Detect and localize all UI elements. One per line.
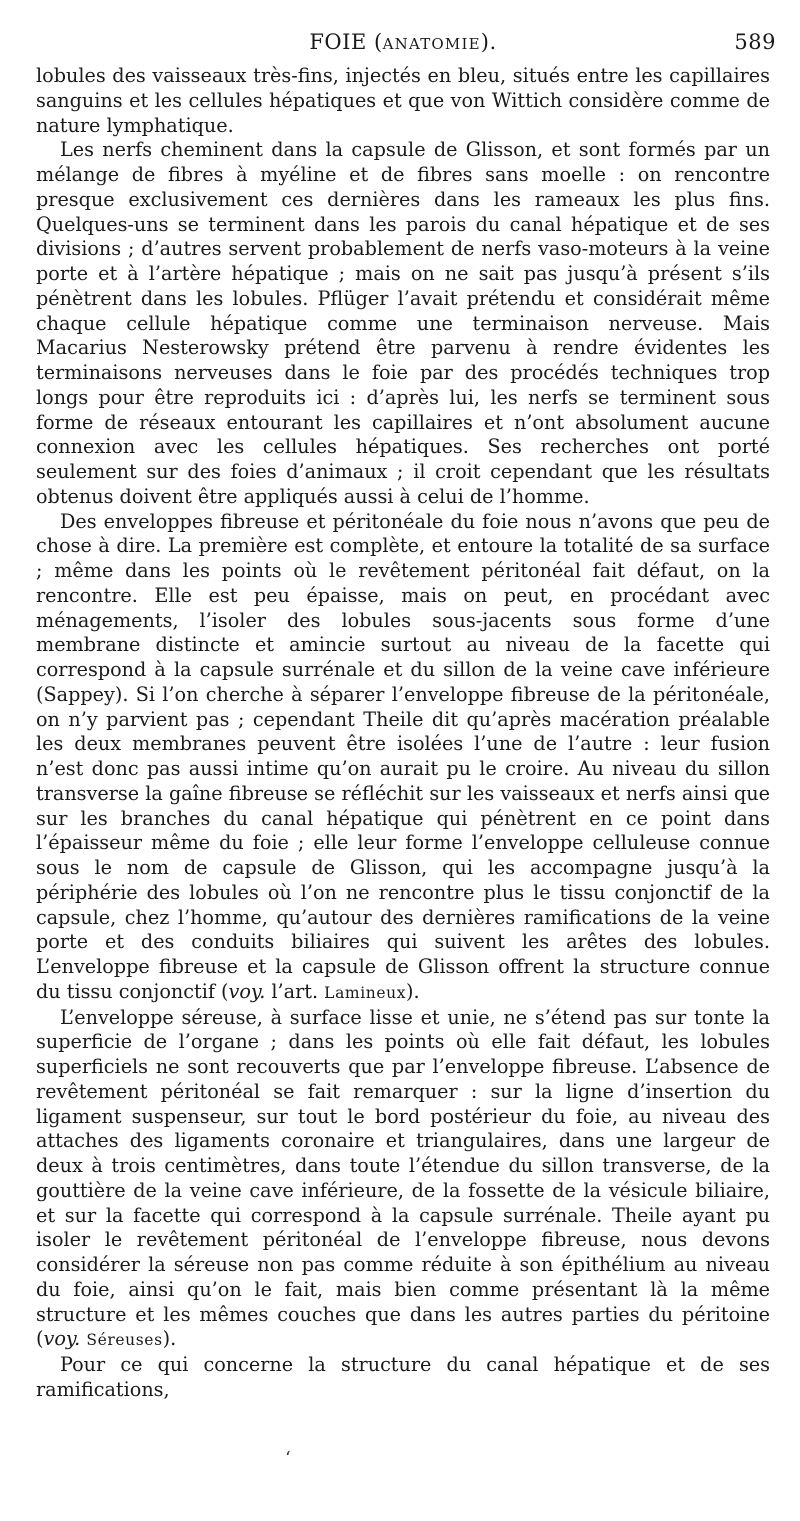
paragraph-5-text: Pour ce qui concerne la structure du canal hépatique et de ses ramifications, (36, 1353, 770, 1401)
paragraph-4-smallcaps: Séreuses (86, 1331, 163, 1350)
page-title (36, 30, 770, 54)
paragraph-4-end: ). (162, 1327, 177, 1351)
paragraph-4-italic: voy. (43, 1327, 81, 1351)
paragraph-3-italic: voy. (228, 979, 266, 1003)
paragraph-3-mid: l’art. (265, 979, 325, 1003)
paragraph-3 (36, 510, 770, 1006)
paragraph-3-smallcaps: Lamineux (324, 983, 407, 1002)
paragraph-1 (36, 64, 770, 138)
body-text (36, 64, 770, 1403)
title-smallcaps: ANATOMIE (382, 35, 481, 53)
paragraph-3-end: ). (406, 979, 420, 1003)
running-header (36, 0, 776, 54)
title-end: ). (480, 30, 497, 54)
paragraph-2-text: Les nerfs cheminent dans la capsule de Glisson, et sont formés par un mélange de fibres à myéline et de fibres sans moelle : on rencontre presque exclusivement ces dernières dans les rameaux les plus fins. Quelques-uns se terminent dans les parois du canal hépatique et de ses divisions ; d’autres servent probablement de nerfs vaso-moteurs à la veine porte et à l’artère hépatique ; mais on ne sait pas jusqu’à présent s’ils pénètrent dans les lobules. Pflüger l’avait prétendu et considérait même chaque cellule hépatique comme une terminaison nerveuse. Mais Macarius Nesterowsky prétend être parvenu à rendre évidentes les terminaisons nerveuses dans le foie par des procédés techniques trop longs pour être reproduits ici : d’après lui, les nerfs se terminent sous forme de réseaux entourant les capillaires et n’ont absolument aucune connexion avec les cellules hépatiques. Ses recherches ont porté seulement sur des foies d’animaux ; il croit cependant que les résultats obtenus doivent être appliqués aussi à celui de l’homme. (36, 138, 770, 508)
page (36, 0, 776, 1401)
paragraph-4 (36, 1006, 770, 1354)
paragraph-3-text: Des enveloppes fibreuse et péritonéale du foie nous n’avons que peu de chose à dire. La première est complète, et entoure la totalité de sa surface ; même dans les points où le revêtement péritonéal fait défaut, on la rencontre. Elle est peu épaisse, mais on peut, en procédant avec ménagements, l’isoler des lobules sous-jacents sous forme d’une membrane distincte et amincie surtout au niveau de la facette qui correspond à la capsule surrénale et du sillon de la veine cave inférieure (Sappey). Si l’on cherche à séparer l’enveloppe fibreuse de la péritonéale, on n’y parvient pas ; cependant Theile dit qu’après macération préalable les deux membranes peuvent être isolées l’une de l’autre : leur fusion n’est donc pas aussi intime qu’on aurait pu le croire. Au niveau du sillon transverse la gaîne fibreuse se réfléchit sur les vaisseaux et nerfs ainsi que sur les branches du canal hépatique qui pénètrent en ce point dans l’épaisseur même du foie ; elle leur forme l’enveloppe celluleuse connue sous le nom de capsule de Glisson, qui les accompagne jusqu’à la périphérie des lobules où l’on ne rencontre plus le tissu conjonctif de la capsule, chez l’homme, qu’autour des dernières ramifications de la veine porte et des conduits biliaires qui suivent les arêtes des lobules. L’enveloppe fibreuse et la capsule de Glisson offrent la structure connue du tissu conjonctif ( (36, 509, 770, 1003)
paragraph-2 (36, 138, 770, 509)
paragraph-4-text: L’enveloppe séreuse, à surface lisse et unie, ne s’étend pas sur tonte la superficie de l’organe ; dans les points où elle fait défaut, les lobules superficiels ne sont recouverts que par l’enveloppe fibreuse. L’absence de revêtement péritonéal se fait remarquer : sur la ligne d’insertion du ligament suspenseur, sur tout le bord postérieur du foie, au niveau des attaches des ligaments coronaire et triangulaires, dans une largeur de deux à trois centimètres, dans toute l’étendue du sillon transverse, de la gouttière de la veine cave inférieure, de la fossette de la vésicule biliaire, et sur la facette qui correspond à la capsule surrénale. Theile ayant pu isoler le revêtement péritonéal de l’enveloppe fibreuse, nous devons considérer la séreuse non pas comme réduite à son épithélium au niveau du foie, ainsi qu’on le fait, mais bien comme présentant là la même structure et les mêmes couches que dans les autres parties du péritoine ( (36, 1005, 770, 1351)
page-number: 589 (734, 30, 776, 54)
paragraph-5 (36, 1353, 770, 1403)
footer-mark: ʻ (285, 1448, 291, 1469)
title-main: FOIE ( (309, 30, 383, 54)
paragraph-1-text: lobules des vaisseaux très-fins, injectés en bleu, situés entre les capillaires sanguins et les cellules hépatiques et que von Wittich considère comme de nature lymphatique. (36, 64, 770, 137)
